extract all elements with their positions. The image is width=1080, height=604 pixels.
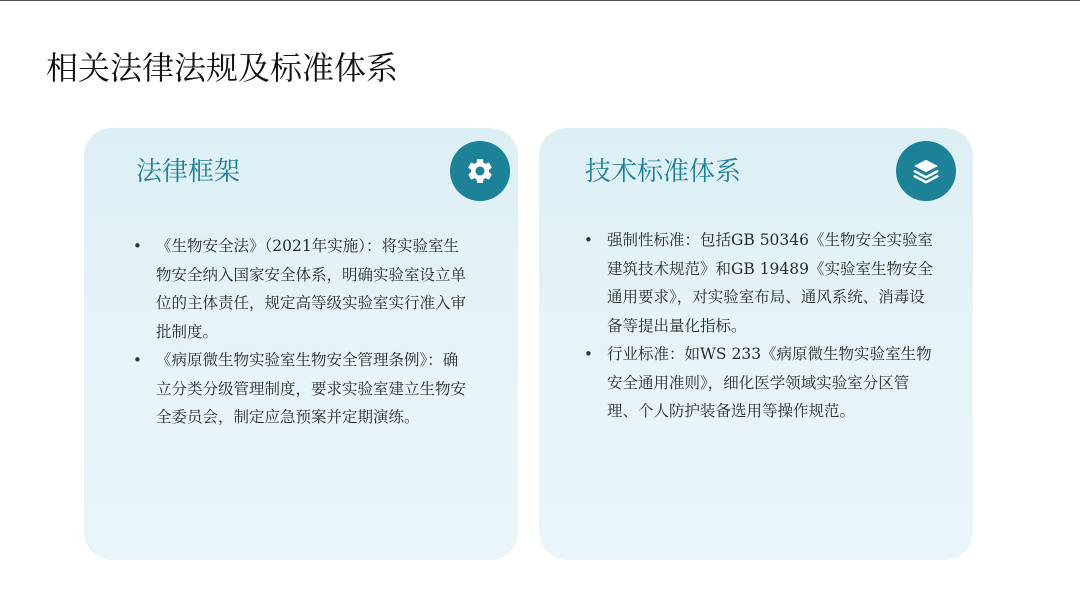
list-item: • 《病原微生物实验室生物安全管理条例》：确立分类分级管理制度，要求实验室建立生物安全委员会，制定应急预案并定期演练。 [130,346,470,432]
card-title: 法律框架 [136,157,241,187]
page-title: 相关法律法规及标准体系 [46,49,399,87]
bullet-list [581,226,933,426]
card-title: 技术标准体系 [585,157,742,187]
list-item: • 强制性标准：包括GB 50346《生物安全实验室建筑技术规范》和GB 19489《实验室生物安全通用要求》，对实验室布局、通风系统、消毒设备等提出量化指标。 [581,226,933,340]
list-item: • 《生物安全法》（2021年实施）：将实验室生物安全纳入国家安全体系，明确实验室设立单位的主体责任，规定高等级实验室实行准入审批制度。 [130,232,470,346]
legal-framework-card [84,128,518,560]
bullet-list [130,232,470,432]
gear-icon [450,141,510,201]
technical-standards-card [539,128,973,560]
layers-icon [896,141,956,201]
top-divider [0,0,1080,1]
list-item: • 行业标准：如WS 233《病原微生物实验室生物安全通用准则》，细化医学领域实验室分区管理、个人防护装备选用等操作规范。 [581,340,933,426]
